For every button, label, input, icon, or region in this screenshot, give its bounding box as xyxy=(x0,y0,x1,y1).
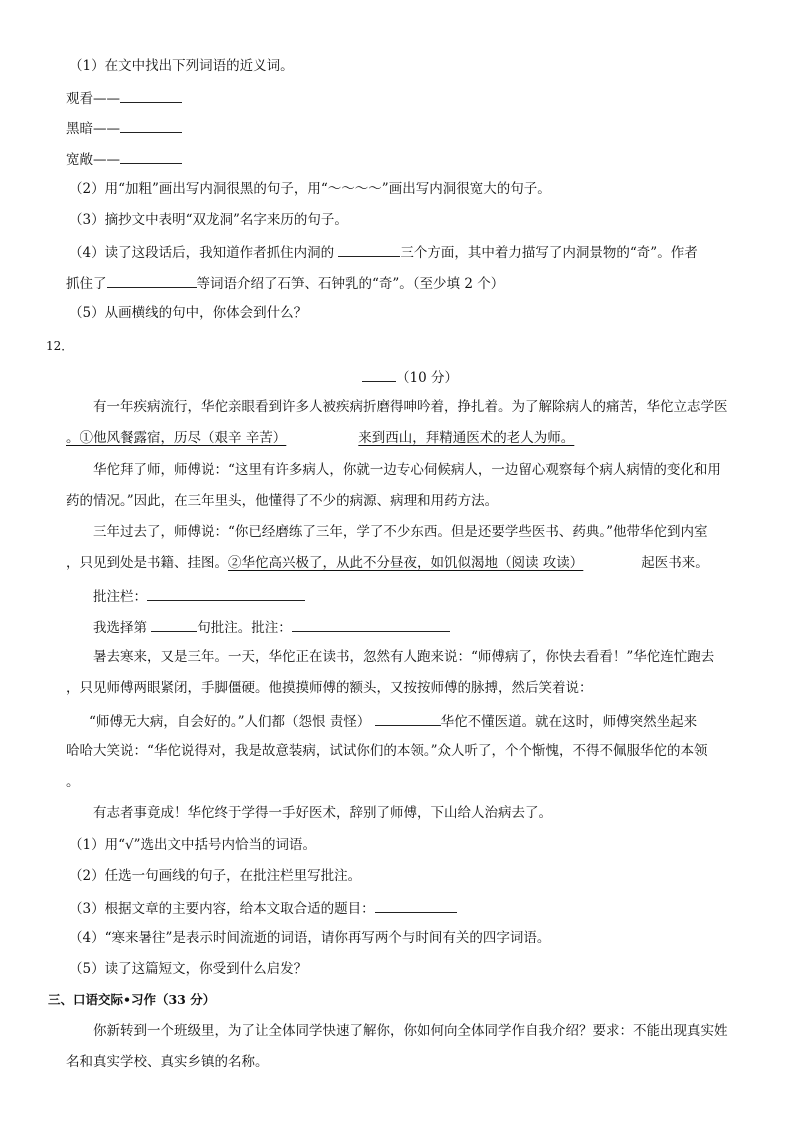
q12-s5: （5）读了这篇短文，你受到什么启发？ xyxy=(69,961,308,977)
q12-number: 12． xyxy=(46,339,74,353)
q12-p5-text-b: 华佗不懂医道。就在这时，师傅突然坐起来 xyxy=(440,714,698,730)
choice-blank-3[interactable] xyxy=(375,711,441,726)
q12-p5-line2: 哈哈大笑说：“华佗说得对，我是故意装病，试试你们的本领。”众人听了，个个惭愧，不得不佩服华佗的本领 xyxy=(66,743,708,759)
q12-score: （10 分） xyxy=(396,370,458,386)
q11-sub4-text-a: （4）读了这段话后，我知道作者抓住内洞的 xyxy=(69,245,335,261)
q11-sub5: （5）从画横线的句中，你体会到什么？ xyxy=(69,305,308,321)
q11-sub1: （1）在文中找出下列词语的近义词。 xyxy=(69,58,294,74)
choose-text-b: 句批注。批注： xyxy=(197,620,292,636)
q11-sub4-text-b: 三个方面，其中着力描写了内洞景物的“奇”。作者 xyxy=(400,245,698,261)
q12-s3 xyxy=(69,898,457,918)
q12-p5-line3: 。 xyxy=(66,774,80,790)
q11-synonym-2-label: 黑暗—— xyxy=(66,121,120,137)
q11-synonym-2 xyxy=(66,118,182,138)
q11-sub2-text-a: （2）用“加粗”画出写内洞很黑的句子，用“ xyxy=(69,181,328,197)
sub4-aspects-blank[interactable] xyxy=(338,242,400,257)
q12-p3-text-d: 起医书来。 xyxy=(641,555,709,571)
sentence-number-blank[interactable] xyxy=(151,617,197,632)
section-3-prompt-line2: 名和真实学校、真实乡镇的名称。 xyxy=(66,1054,269,1070)
q11-synonym-1 xyxy=(66,88,182,108)
q12-p1-text-c: 来到西山，拜精通医术的老人为师。 xyxy=(358,430,575,446)
q11-synonym-1-label: 观看—— xyxy=(66,91,120,107)
q11-sub4-line1 xyxy=(69,242,698,262)
q11-synonym-3 xyxy=(66,149,182,169)
underlined-sentence-1 xyxy=(66,430,574,446)
q12-s2: （2）任选一句画线的句子，在批注栏里写批注。 xyxy=(69,868,362,884)
q12-p3-line2 xyxy=(66,554,709,572)
q11-sub4-text-d: 等词语介绍了石笋、石钟乳的“奇”。（至少填 2 个） xyxy=(196,276,505,292)
q12-p2-line1: 华佗拜了师，师傅说：“这里有许多病人，你就一边专心伺候病人，一边留心观察每个病人病情的变化和用 xyxy=(93,462,721,478)
synonym-1-blank[interactable] xyxy=(120,88,182,103)
annotation-text-blank[interactable] xyxy=(292,617,450,632)
q12-p5-text-a: “师傅无大病，自会好的。”人们都（怨恨 责怪） xyxy=(89,714,371,730)
q11-synonym-3-label: 宽敞—— xyxy=(66,152,120,168)
title-answer-blank[interactable] xyxy=(375,898,457,913)
annotation-label: 批注栏： xyxy=(93,589,147,605)
synonym-3-blank[interactable] xyxy=(120,149,182,164)
annotation-row xyxy=(93,586,305,606)
section-3-heading: 三、口语交际•习作（33 分） xyxy=(48,992,216,1007)
q12-p1-text-b: 。①他风餐露宿，历尽（艰辛 辛苦） xyxy=(66,430,287,446)
q12-p5-line1 xyxy=(89,711,697,731)
q11-sub4-text-c: 抓住了 xyxy=(66,276,107,292)
q11-sub3: （3）摘抄文中表明“双龙洞”名字来历的句子。 xyxy=(69,212,348,228)
q12-p6: 有志者事竟成！华佗终于学得一手好医术，辞别了师傅，下山给人治病去了。 xyxy=(93,805,552,821)
sub4-words-blank[interactable] xyxy=(107,273,197,288)
q12-title-line xyxy=(362,367,458,387)
wave-line-symbol: ～～～～ xyxy=(327,181,382,197)
q12-p3-line1: 三年过去了，师傅说：“你已经磨练了三年，学了不少东西。但是还要学些医书、药典。”他带华佗到内室 xyxy=(93,524,708,540)
section-3-prompt-line1: 你新转到一个班级里，为了让全体同学快速了解你，你如何向全体同学作自我介绍？要求：不能出现真实姓 xyxy=(93,1023,728,1039)
q12-p3-text-c: ②华佗高兴极了，从此不分昼夜，如饥似渴地（阅读 攻读） xyxy=(228,555,584,571)
q12-p4-line2: ，只见师傅两眼紧闭，手脚僵硬。他摸摸师傅的额头，又按按师傅的脉搏，然后笑着说： xyxy=(66,680,593,696)
q11-sub2-text-b: ”画出写内洞很宽大的句子。 xyxy=(381,181,551,197)
q11-sub2 xyxy=(69,180,551,198)
q12-p4-line1: 暑去寒来，又是三年。一天，华佗正在读书，忽然有人跑来说：“师傅病了，你快去看看！”华佗连忙跑去 xyxy=(93,649,715,665)
q12-p2-line2: 药的情况。”因此，在三年里头，他懂得了不少的病源、病理和用药方法。 xyxy=(66,493,499,509)
q12-p3-text-b: ，只见到处是书籍、挂图。 xyxy=(66,555,228,571)
q12-p1-line2 xyxy=(66,429,574,447)
title-blank[interactable] xyxy=(362,367,396,382)
q12-s1: （1）用“√”选出文中括号内恰当的词语。 xyxy=(69,837,316,853)
q12-p1-line1: 有一年疾病流行，华佗亲眼看到许多人被疾病折磨得呻吟着，挣扎着。为了解除病人的痛苦，华佗立志学医 xyxy=(93,399,728,415)
q12-s3-text: （3）根据文章的主要内容，给本文取合适的题目： xyxy=(69,901,375,917)
choose-text-a: 我选择第 xyxy=(93,620,147,636)
underlined-sentence-2 xyxy=(228,555,641,571)
synonym-2-blank[interactable] xyxy=(120,118,182,133)
q12-s4: （4）“寒来暑往”是表示时间流逝的词语，请你再写两个与时间有关的四字词语。 xyxy=(69,930,551,946)
q11-sub4-line2 xyxy=(66,273,504,293)
choose-sentence-row xyxy=(93,617,450,637)
annotation-blank[interactable] xyxy=(147,586,305,601)
